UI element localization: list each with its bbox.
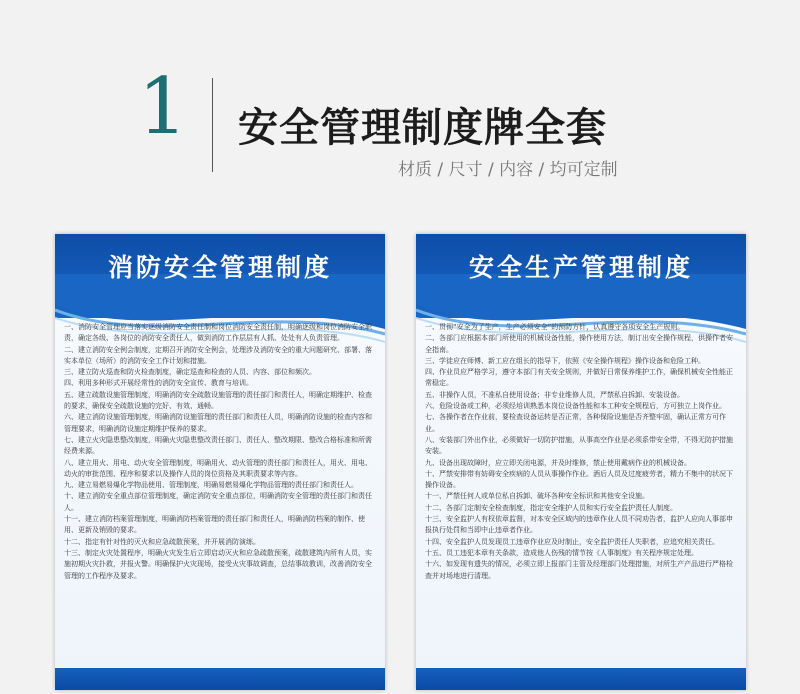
rule-item: 十一、严禁任何人或单位私自拆卸、破坏各种安全标识和其他安全设施。 bbox=[425, 492, 649, 501]
rule-item: 十五、员工违犯本章有关条款，造成他人伤残的情节按《人事制度》有关程序规定处理。 bbox=[425, 548, 698, 557]
page-title: 安全管理制度牌全套 bbox=[238, 105, 607, 151]
poster-body bbox=[64, 322, 374, 582]
rule-item: 七、各操作者在作业前，要检查设备运转是否正常，各种保险设施是否齐整牢固，确认正常方可作业。 bbox=[425, 413, 726, 433]
rule-item: 八、安装部门外出作业，必须做好一切防护措施，从事高空作业是必须系带安全带，不得无防护措施安装。 bbox=[425, 435, 733, 456]
rule-item: 九、建立易燃易爆化学物品使用、管理制度，明确易燃易爆化学物品管理的责任部门和责任人。 bbox=[64, 481, 358, 490]
rule-item: 十一、建立消防档案管理制度，明确消防档案管理的责任部门和责任人，明确消防档案的制作、使用、更新及销毁的要求。 bbox=[64, 515, 365, 535]
rule-item: 十四、安全监护人员发现员工违章作业应及时制止，安全监护责任人失职者，应追究相关责任。 bbox=[425, 537, 719, 546]
rule-item: 十二、指定有针对性的灭火和应急疏散预案，并开展消防演练。 bbox=[64, 537, 260, 546]
rule-item: 二、建立消防安全例会制度，定期召开消防安全例会，处理涉及消防安全的重大问题研究、部署、落实本单位（场所）的消防安全工作计划和措施。 bbox=[64, 345, 372, 365]
rule-item: 七、建立火灾隐患整改制度，明确火灾隐患整改责任部门、责任人、整改期限、整改合格标准和所需经费来源。 bbox=[64, 435, 372, 456]
rule-item: 四、利用多种形式开展经常性的消防安全宣传、教育与培训。 bbox=[64, 379, 253, 388]
rule-item: 三、建立防火巡查和防火检查制度，确定巡查和检查的人员、内容、部位和频次。 bbox=[64, 368, 316, 377]
rule-item: 四、作业员应严格学习，遵守本部门有关安全规则，并做好日常保养维护工作，确保机械安全性能正常稳定。 bbox=[425, 368, 733, 388]
rule-item: 八、建立用火、用电、动火安全管理制度，明确用火、动火管理的责任部门和责任人，用火、用电、动火的审批范围、程序和要求以及操作人员的岗位资格及其职责要求等内容。 bbox=[64, 458, 372, 478]
poster-title: 消防安全管理制度 bbox=[107, 253, 332, 282]
poster-footer-band bbox=[416, 668, 746, 690]
rule-item: 十三、制定火灾处置程序，明确火灾发生后立即启动灭火和应急疏散预案，疏散建筑内所有人员，实施初期火灾扑救，并报火警。明确保护火灾现场，接受火灾事故调查，总结事故教训，改善消防安全管理的工作程序及要求。 bbox=[64, 548, 372, 580]
rule-item: 三、学徒应在师傅、新工应在组长的指导下，依照《安全操作规程》操作设备和危险工种。 bbox=[425, 356, 705, 365]
rule-item: 十、严禁安排带有妨碍安全疾病的人员从事操作作业。酒后人员及过度疲劳者，精力不集中的状况下操作设备。 bbox=[425, 469, 733, 490]
rule-item: 二、各部门应根据本部门所使用的机械设备性能，操作使用方法，制订出安全操作规程，供操作者安全指南。 bbox=[425, 334, 733, 354]
header-divider bbox=[212, 78, 213, 172]
rule-item: 九、设备出现故障时，应立即关闭电源，并及时维修，禁止使用戴病作业的机械设备。 bbox=[425, 458, 691, 467]
production-safety-poster bbox=[416, 234, 746, 690]
rule-item: 十、建立消防安全重点部位管理制度，确定消防安全重点部位，明确消防安全管理的责任部门和责任人。 bbox=[64, 492, 372, 512]
rule-item: 六、建立消防设施管理制度，明确消防设施管理的责任部门和责任人员，明确消防设施的检查内容和管理要求，明确消防设施定期维护保养的要求。 bbox=[64, 413, 372, 433]
rule-item: 十六、如发现有遗失的情况，必须立即上报部门主管及经理部门处理措施，对所生产产品进行严格检查并对场地进行清理。 bbox=[425, 560, 733, 580]
rule-item: 六、危险设备或工种，必须经培训熟悉本岗位设备性能和本工种安全规程后，方可独立上岗作业。 bbox=[425, 402, 726, 411]
rule-item: 十二、各部门定制安全检查制度，指定安全维护人员和实行安全监护责任人制度。 bbox=[425, 503, 677, 512]
section-number: 1 bbox=[138, 62, 188, 152]
poster-title: 安全生产管理制度 bbox=[468, 253, 693, 282]
poster-body bbox=[425, 322, 735, 582]
rule-item: 十三、安全监护人有权依章监督，对本安全区域内的违章作业人员不同劝告者，监护人应向人事部申报执行处罚和当即中止违章者作业。 bbox=[425, 515, 733, 535]
poster-footer-band bbox=[55, 668, 385, 690]
rule-item: 五、非操作人员，不准私自使用设备；非专业维修人员，严禁私自拆卸、安装设备。 bbox=[425, 390, 684, 399]
rule-item: 五、建立疏散设施管理制度，明确消防安全疏散设施管理的责任部门和责任人，明确定期维护、检查的要求，确保安全疏散设施的完好、有效、通畅。 bbox=[64, 390, 372, 411]
page-subtitle: 材质 / 尺寸 / 内容 / 均可定制 bbox=[398, 160, 618, 180]
header bbox=[0, 0, 800, 220]
rule-item: 一、贯彻“安全为了生产，生产必须安全”的预防方针，认真遵守各项安全生产规则。 bbox=[425, 323, 685, 331]
rule-item: 一、消防安全管理应当落实逐级消防安全责任制和岗位消防安全责任制，明确逐级和岗位消防安全职责，确定各级、各岗位的消防安全责任人，做到消防工作层层有人抓、处处有人负责管理。 bbox=[64, 323, 372, 343]
fire-safety-poster bbox=[55, 234, 385, 690]
